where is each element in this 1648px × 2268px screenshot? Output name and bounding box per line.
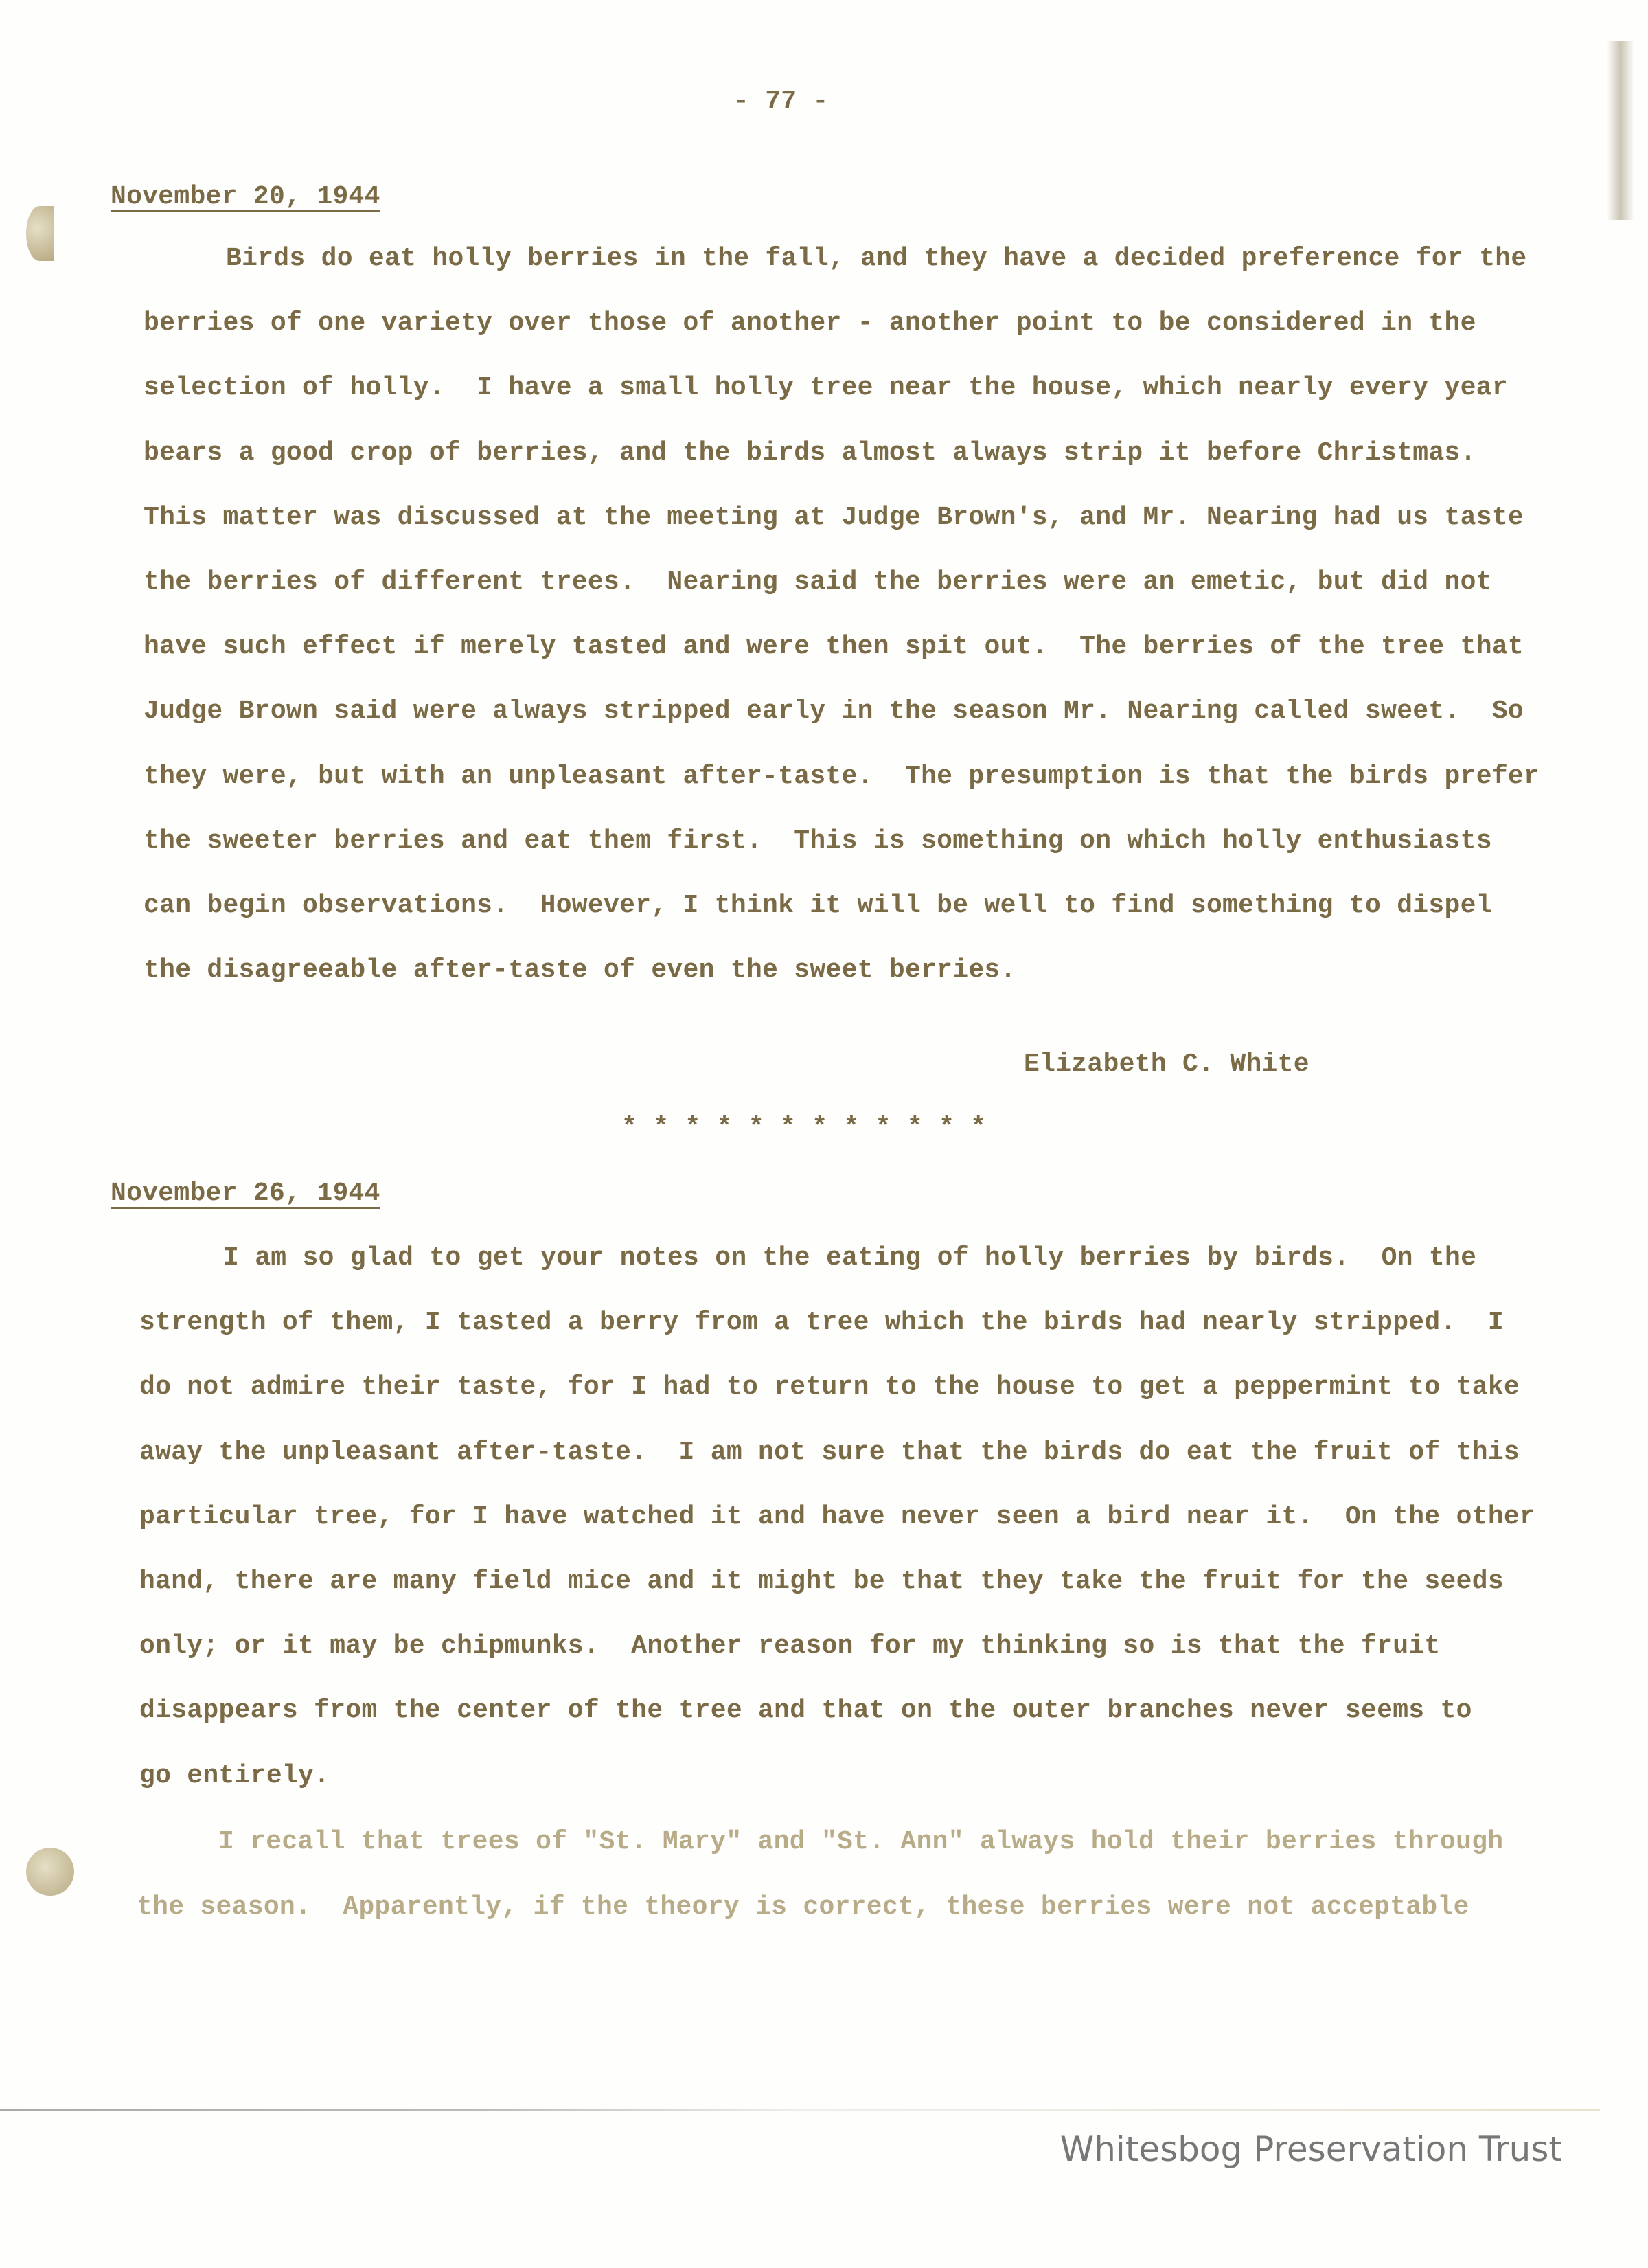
signature: Elizabeth C. White <box>1024 1050 1309 1079</box>
punch-hole <box>26 1848 74 1896</box>
text-line: Judge Brown said were always stripped early in the season Mr. Nearing called sweet. So <box>144 696 1524 726</box>
separator-asterisks: * * * * * * * * * * * * <box>621 1113 987 1142</box>
text-line: the berries of different trees. Nearing said the berries were an emetic, but did not <box>144 567 1492 597</box>
footer-credit: Whitesbog Preservation Trust <box>1060 2129 1562 2169</box>
text-line: have such effect if merely tasted and were then spit out. The berries of the tree that <box>144 632 1524 661</box>
text-line: the season. Apparently, if the theory is correct, these berries were not acceptable <box>137 1892 1469 1922</box>
text-line: they were, but with an unpleasant after-taste. The presumption is that the birds prefer <box>144 762 1540 791</box>
text-line: the sweeter berries and eat them first. This is something on which holly enthusiasts <box>144 826 1492 856</box>
text-line: I recall that trees of "St. Mary" and "St. Ann" always hold their berries through <box>218 1827 1504 1857</box>
footer-divider <box>0 2109 1600 2111</box>
text-line: This matter was discussed at the meeting at Judge Brown's, and Mr. Nearing had us taste <box>144 503 1524 532</box>
text-line: hand, there are many field mice and it might be that they take the fruit for the seeds <box>139 1567 1504 1596</box>
text-line: Birds do eat holly berries in the fall, and they have a decided preference for the <box>226 244 1527 273</box>
text-line: disappears from the center of the tree and that on the outer branches never seems to <box>139 1696 1472 1725</box>
text-line: I am so glad to get your notes on the eating of holly berries by birds. On the <box>223 1243 1477 1273</box>
text-line: strength of them, I tasted a berry from a tree which the birds had nearly stripped. I <box>139 1308 1504 1337</box>
text-line: the disagreeable after-taste of even the sweet berries. <box>144 955 1016 985</box>
text-line: away the unpleasant after-taste. I am not sure that the birds do eat the fruit of this <box>139 1438 1520 1467</box>
paper-stain <box>1607 41 1634 220</box>
text-line: particular tree, for I have watched it and have never seen a bird near it. On the other <box>139 1502 1536 1532</box>
text-line: berries of one variety over those of another - another point to be considered in the <box>144 308 1476 338</box>
text-line: bears a good crop of berries, and the birds almost always strip it before Christmas. <box>144 438 1476 468</box>
punch-hole <box>26 206 54 261</box>
page-number: - 77 - <box>733 87 829 116</box>
text-line: only; or it may be chipmunks. Another reason for my thinking so is that the fruit <box>139 1631 1441 1661</box>
text-line: can begin observations. However, I think it will be well to find something to dispel <box>144 891 1492 920</box>
entry-date: November 26, 1944 <box>111 1179 380 1208</box>
text-line: selection of holly. I have a small holly tree near the house, which nearly every year <box>144 373 1508 402</box>
text-line: do not admire their taste, for I had to return to the house to get a peppermint to take <box>139 1372 1520 1402</box>
text-line: go entirely. <box>139 1761 330 1791</box>
entry-date: November 20, 1944 <box>111 182 380 212</box>
